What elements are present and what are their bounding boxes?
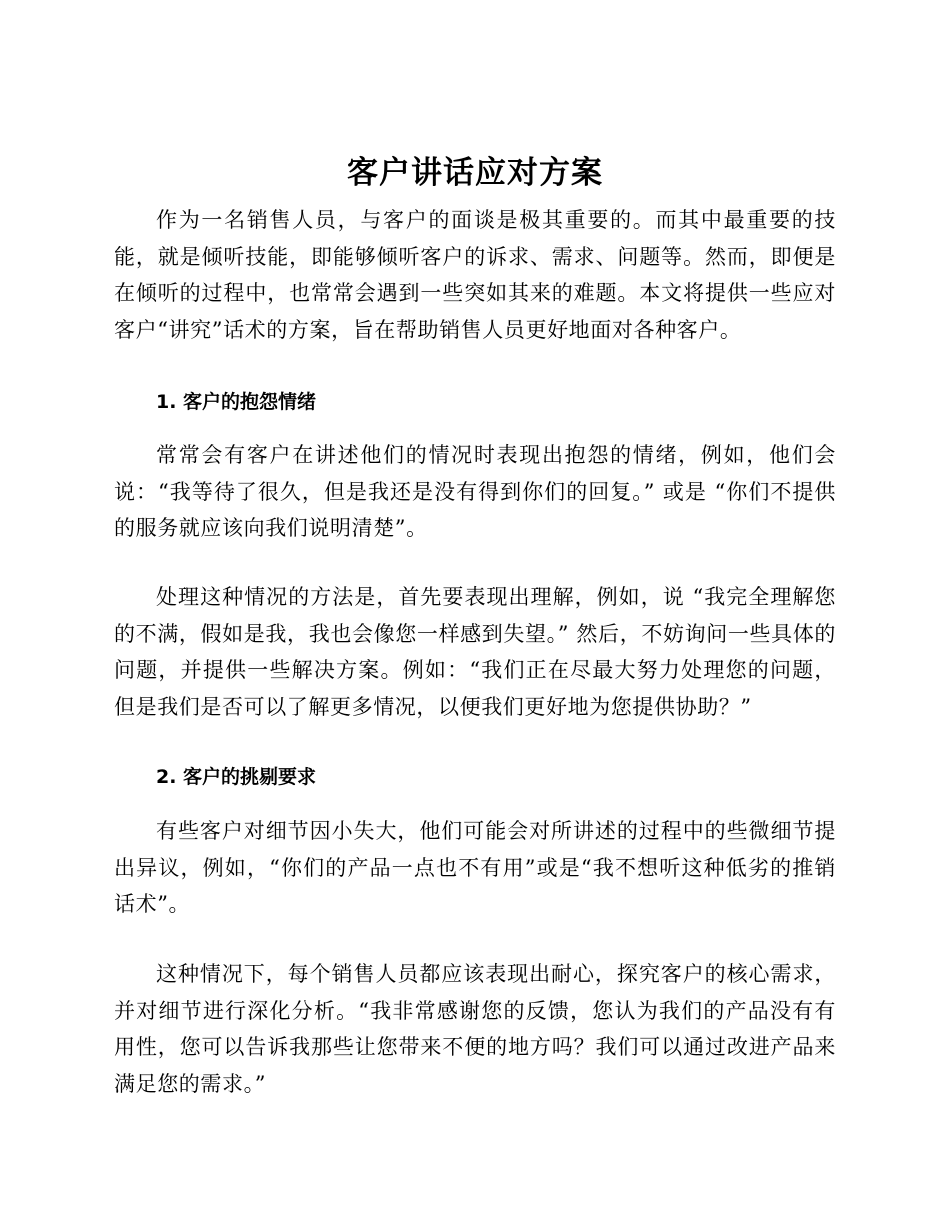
section-2-paragraph-2: 这种情况下，每个销售人员都应该表现出耐心，探究客户的核心需求，并对细节进行深化分析。“我非常感谢您的反馈，您认为我们的产品没有有用性，您可以告诉我那些让您带来不便的地方吗？我们可以通过改进产品来满足您的需求。” (114, 962, 836, 1096)
section-heading-complaints: 1. 客户的抱怨情绪 (156, 391, 317, 413)
section-1-paragraph-1: 常常会有客户在讲述他们的情况时表现出抱怨的情绪，例如，他们会说：“我等待了很久，但是我还是没有得到你们的回复。” 或是 “你们不提供的服务就应该向我们说明清楚”。 (114, 443, 836, 540)
intro-paragraph: 作为一名销售人员，与客户的面谈是极其重要的。而其中最重要的技能，就是倾听技能，即能够倾听客户的诉求、需求、问题等。然而，即便是在倾听的过程中，也常常会遇到一些突如其来的难题。本文将提供一些应对客户“讲究”话术的方案，旨在帮助销售人员更好地面对各种客户。 (114, 208, 836, 342)
document-title: 客户讲话应对方案 (347, 155, 603, 191)
section-2-paragraph-1: 有些客户对细节因小失大，他们可能会对所讲述的过程中的些微细节提出异议，例如，“你们的产品一点也不有用”或是“我不想听这种低劣的推销话术”。 (114, 819, 836, 916)
section-heading-picky-requests: 2. 客户的挑剔要求 (156, 766, 317, 788)
section-1-paragraph-2: 处理这种情况的方法是，首先要表现出理解，例如，说 “我完全理解您的不满，假如是我，我也会像您一样感到失望。” 然后，不妨询问一些具体的问题，并提供一些解决方案。例如：“我们正在尽最大努力处理您的问题，但是我们是否可以了解更多情况，以便我们更好地为您提供协助？” (114, 585, 836, 719)
